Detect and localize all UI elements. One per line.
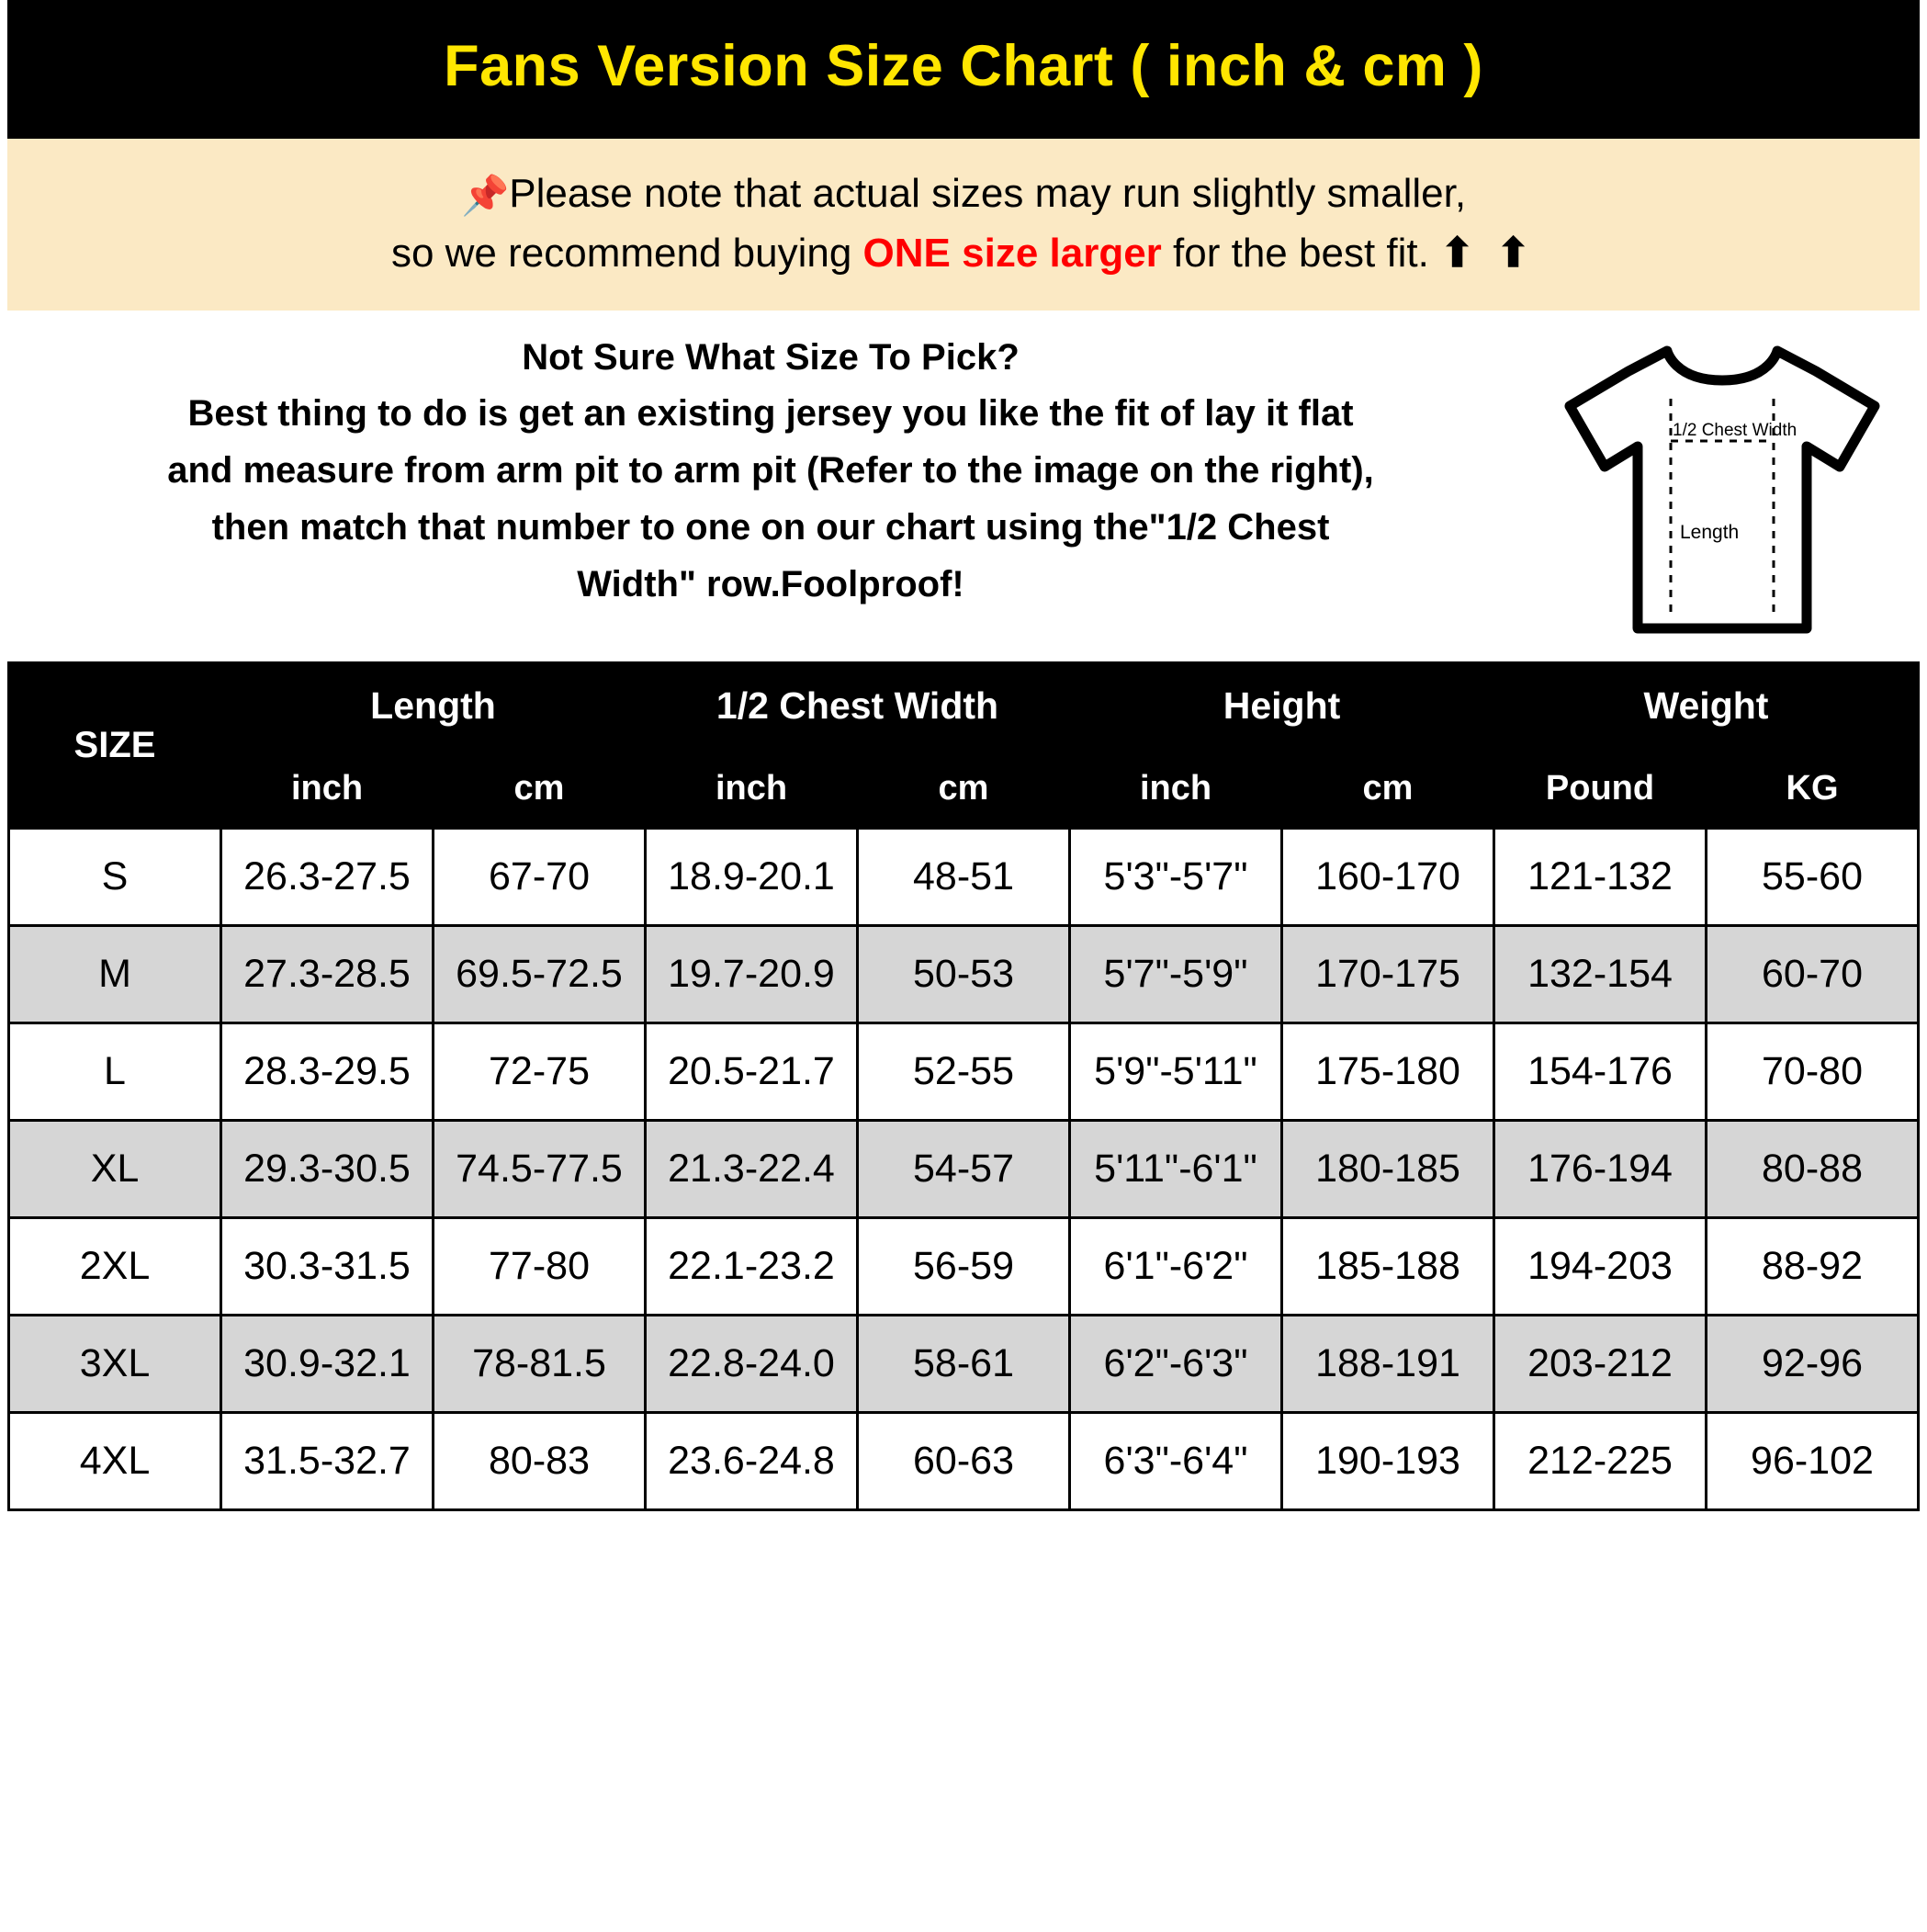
header-group-length: Length	[221, 662, 646, 749]
tshirt-diagram	[1525, 331, 1920, 641]
cell-chest-cm: 58-61	[858, 1315, 1070, 1412]
header-unit-weight-kg: KG	[1707, 749, 1919, 828]
cell-length-cm: 69.5-72.5	[434, 925, 646, 1022]
cell-height-inch: 5'3"-5'7"	[1070, 828, 1282, 925]
cell-height-cm: 185-188	[1282, 1217, 1494, 1315]
cell-length-cm: 74.5-77.5	[434, 1120, 646, 1217]
table-row	[9, 925, 1919, 1022]
header-unit-chest-cm: cm	[858, 749, 1070, 828]
cell-size: 3XL	[9, 1315, 221, 1412]
cell-length-cm: 67-70	[434, 828, 646, 925]
cell-weight-pound: 154-176	[1494, 1022, 1707, 1120]
size-table-body	[9, 828, 1919, 1509]
cell-weight-pound: 176-194	[1494, 1120, 1707, 1217]
table-row	[9, 1120, 1919, 1217]
size-table-head	[9, 662, 1919, 828]
note-band	[7, 139, 1920, 311]
cell-weight-kg: 96-102	[1707, 1412, 1919, 1509]
cell-height-cm: 175-180	[1282, 1022, 1494, 1120]
cell-length-cm: 72-75	[434, 1022, 646, 1120]
header-unit-length-cm: cm	[434, 749, 646, 828]
table-row	[9, 1315, 1919, 1412]
cell-length-cm: 77-80	[434, 1217, 646, 1315]
cell-length-cm: 80-83	[434, 1412, 646, 1509]
cell-height-inch: 5'9"-5'11"	[1070, 1022, 1282, 1120]
note-text-1: Please note that actual sizes may run slightly smaller,	[509, 171, 1467, 217]
header-unit-weight-pound: Pound	[1494, 749, 1707, 828]
cell-size: S	[9, 828, 221, 925]
cell-length-inch: 30.9-32.1	[221, 1315, 434, 1412]
cell-chest-cm: 48-51	[858, 828, 1070, 925]
header-unit-chest-inch: inch	[646, 749, 858, 828]
cell-length-inch: 31.5-32.7	[221, 1412, 434, 1509]
info-section	[7, 311, 1920, 656]
tee-label-chest-width: 1/2 Chest Width	[1673, 420, 1797, 440]
cell-weight-pound: 121-132	[1494, 828, 1707, 925]
cell-chest-cm: 60-63	[858, 1412, 1070, 1509]
cell-size: L	[9, 1022, 221, 1120]
cell-height-cm: 160-170	[1282, 828, 1494, 925]
size-table	[7, 661, 1920, 1511]
cell-height-inch: 5'7"-5'9"	[1070, 925, 1282, 1022]
cell-weight-pound: 212-225	[1494, 1412, 1707, 1509]
header-group-weight: Weight	[1494, 662, 1919, 749]
cell-chest-inch: 23.6-24.8	[646, 1412, 858, 1509]
note-highlight: ONE size larger	[862, 231, 1162, 277]
cell-height-cm: 170-175	[1282, 925, 1494, 1022]
cell-weight-kg: 60-70	[1707, 925, 1919, 1022]
cell-length-inch: 29.3-30.5	[221, 1120, 434, 1217]
cell-length-cm: 78-81.5	[434, 1315, 646, 1412]
note-text-2-before: so we recommend buying	[390, 231, 863, 277]
cell-size: 2XL	[9, 1217, 221, 1315]
cell-weight-kg: 92-96	[1707, 1315, 1919, 1412]
cell-chest-cm: 54-57	[858, 1120, 1070, 1217]
note-text-2-after: for the best fit.	[1161, 231, 1441, 277]
table-header-row-units	[9, 749, 1919, 828]
cell-height-cm: 190-193	[1282, 1412, 1494, 1509]
info-body-line-2: and measure from arm pit to arm pit (Refer to the image on the right),	[167, 449, 1374, 491]
tee-label-length: Length	[1680, 521, 1740, 543]
cell-weight-kg: 80-88	[1707, 1120, 1919, 1217]
info-body-line-1: Best thing to do is get an existing jersey you like the fit of lay it flat	[187, 392, 1354, 434]
table-row	[9, 1217, 1919, 1315]
cell-chest-inch: 22.8-24.0	[646, 1315, 858, 1412]
cell-size: M	[9, 925, 221, 1022]
cell-length-inch: 27.3-28.5	[221, 925, 434, 1022]
cell-chest-inch: 18.9-20.1	[646, 828, 858, 925]
cell-length-inch: 28.3-29.5	[221, 1022, 434, 1120]
cell-chest-inch: 22.1-23.2	[646, 1217, 858, 1315]
arrow-up-icon: ⬆ ⬆	[1440, 231, 1537, 277]
header-unit-height-inch: inch	[1070, 749, 1282, 828]
page-title: Fans Version Size Chart ( inch & cm )	[444, 34, 1483, 98]
cell-weight-pound: 132-154	[1494, 925, 1707, 1022]
cell-length-inch: 26.3-27.5	[221, 828, 434, 925]
cell-chest-inch: 20.5-21.7	[646, 1022, 858, 1120]
cell-height-cm: 180-185	[1282, 1120, 1494, 1217]
info-text-block	[7, 331, 1525, 612]
cell-chest-cm: 52-55	[858, 1022, 1070, 1120]
note-line-1	[26, 164, 1901, 224]
cell-length-inch: 30.3-31.5	[221, 1217, 434, 1315]
header-unit-length-inch: inch	[221, 749, 434, 828]
info-body-line-3: then match that number to one on our chart using the"1/2 Chest	[211, 506, 1330, 548]
cell-height-inch: 6'1"-6'2"	[1070, 1217, 1282, 1315]
cell-weight-pound: 194-203	[1494, 1217, 1707, 1315]
table-row	[9, 1022, 1919, 1120]
header-unit-height-cm: cm	[1282, 749, 1494, 828]
table-row	[9, 1412, 1919, 1509]
header-group-height: Height	[1070, 662, 1494, 749]
info-heading: Not Sure What Size To Pick?	[522, 336, 1020, 378]
cell-height-inch: 5'11"-6'1"	[1070, 1120, 1282, 1217]
header-group-chest-width: 1/2 Chest Width	[646, 662, 1070, 749]
cell-height-inch: 6'2"-6'3"	[1070, 1315, 1282, 1412]
cell-weight-kg: 88-92	[1707, 1217, 1919, 1315]
cell-weight-pound: 203-212	[1494, 1315, 1707, 1412]
cell-size: 4XL	[9, 1412, 221, 1509]
cell-chest-cm: 56-59	[858, 1217, 1070, 1315]
cell-height-inch: 6'3"-6'4"	[1070, 1412, 1282, 1509]
cell-chest-cm: 50-53	[858, 925, 1070, 1022]
title-banner	[7, 0, 1920, 139]
header-size: SIZE	[9, 662, 221, 828]
cell-height-cm: 188-191	[1282, 1315, 1494, 1412]
pin-icon: 📌	[460, 174, 510, 218]
cell-weight-kg: 70-80	[1707, 1022, 1919, 1120]
cell-size: XL	[9, 1120, 221, 1217]
cell-chest-inch: 19.7-20.9	[646, 925, 858, 1022]
note-line-2	[26, 224, 1901, 283]
tshirt-icon	[1557, 338, 1888, 641]
table-row	[9, 828, 1919, 925]
info-body-line-4: Width" row.Foolproof!	[577, 563, 964, 604]
cell-weight-kg: 55-60	[1707, 828, 1919, 925]
table-header-row-groups	[9, 662, 1919, 749]
cell-chest-inch: 21.3-22.4	[646, 1120, 858, 1217]
